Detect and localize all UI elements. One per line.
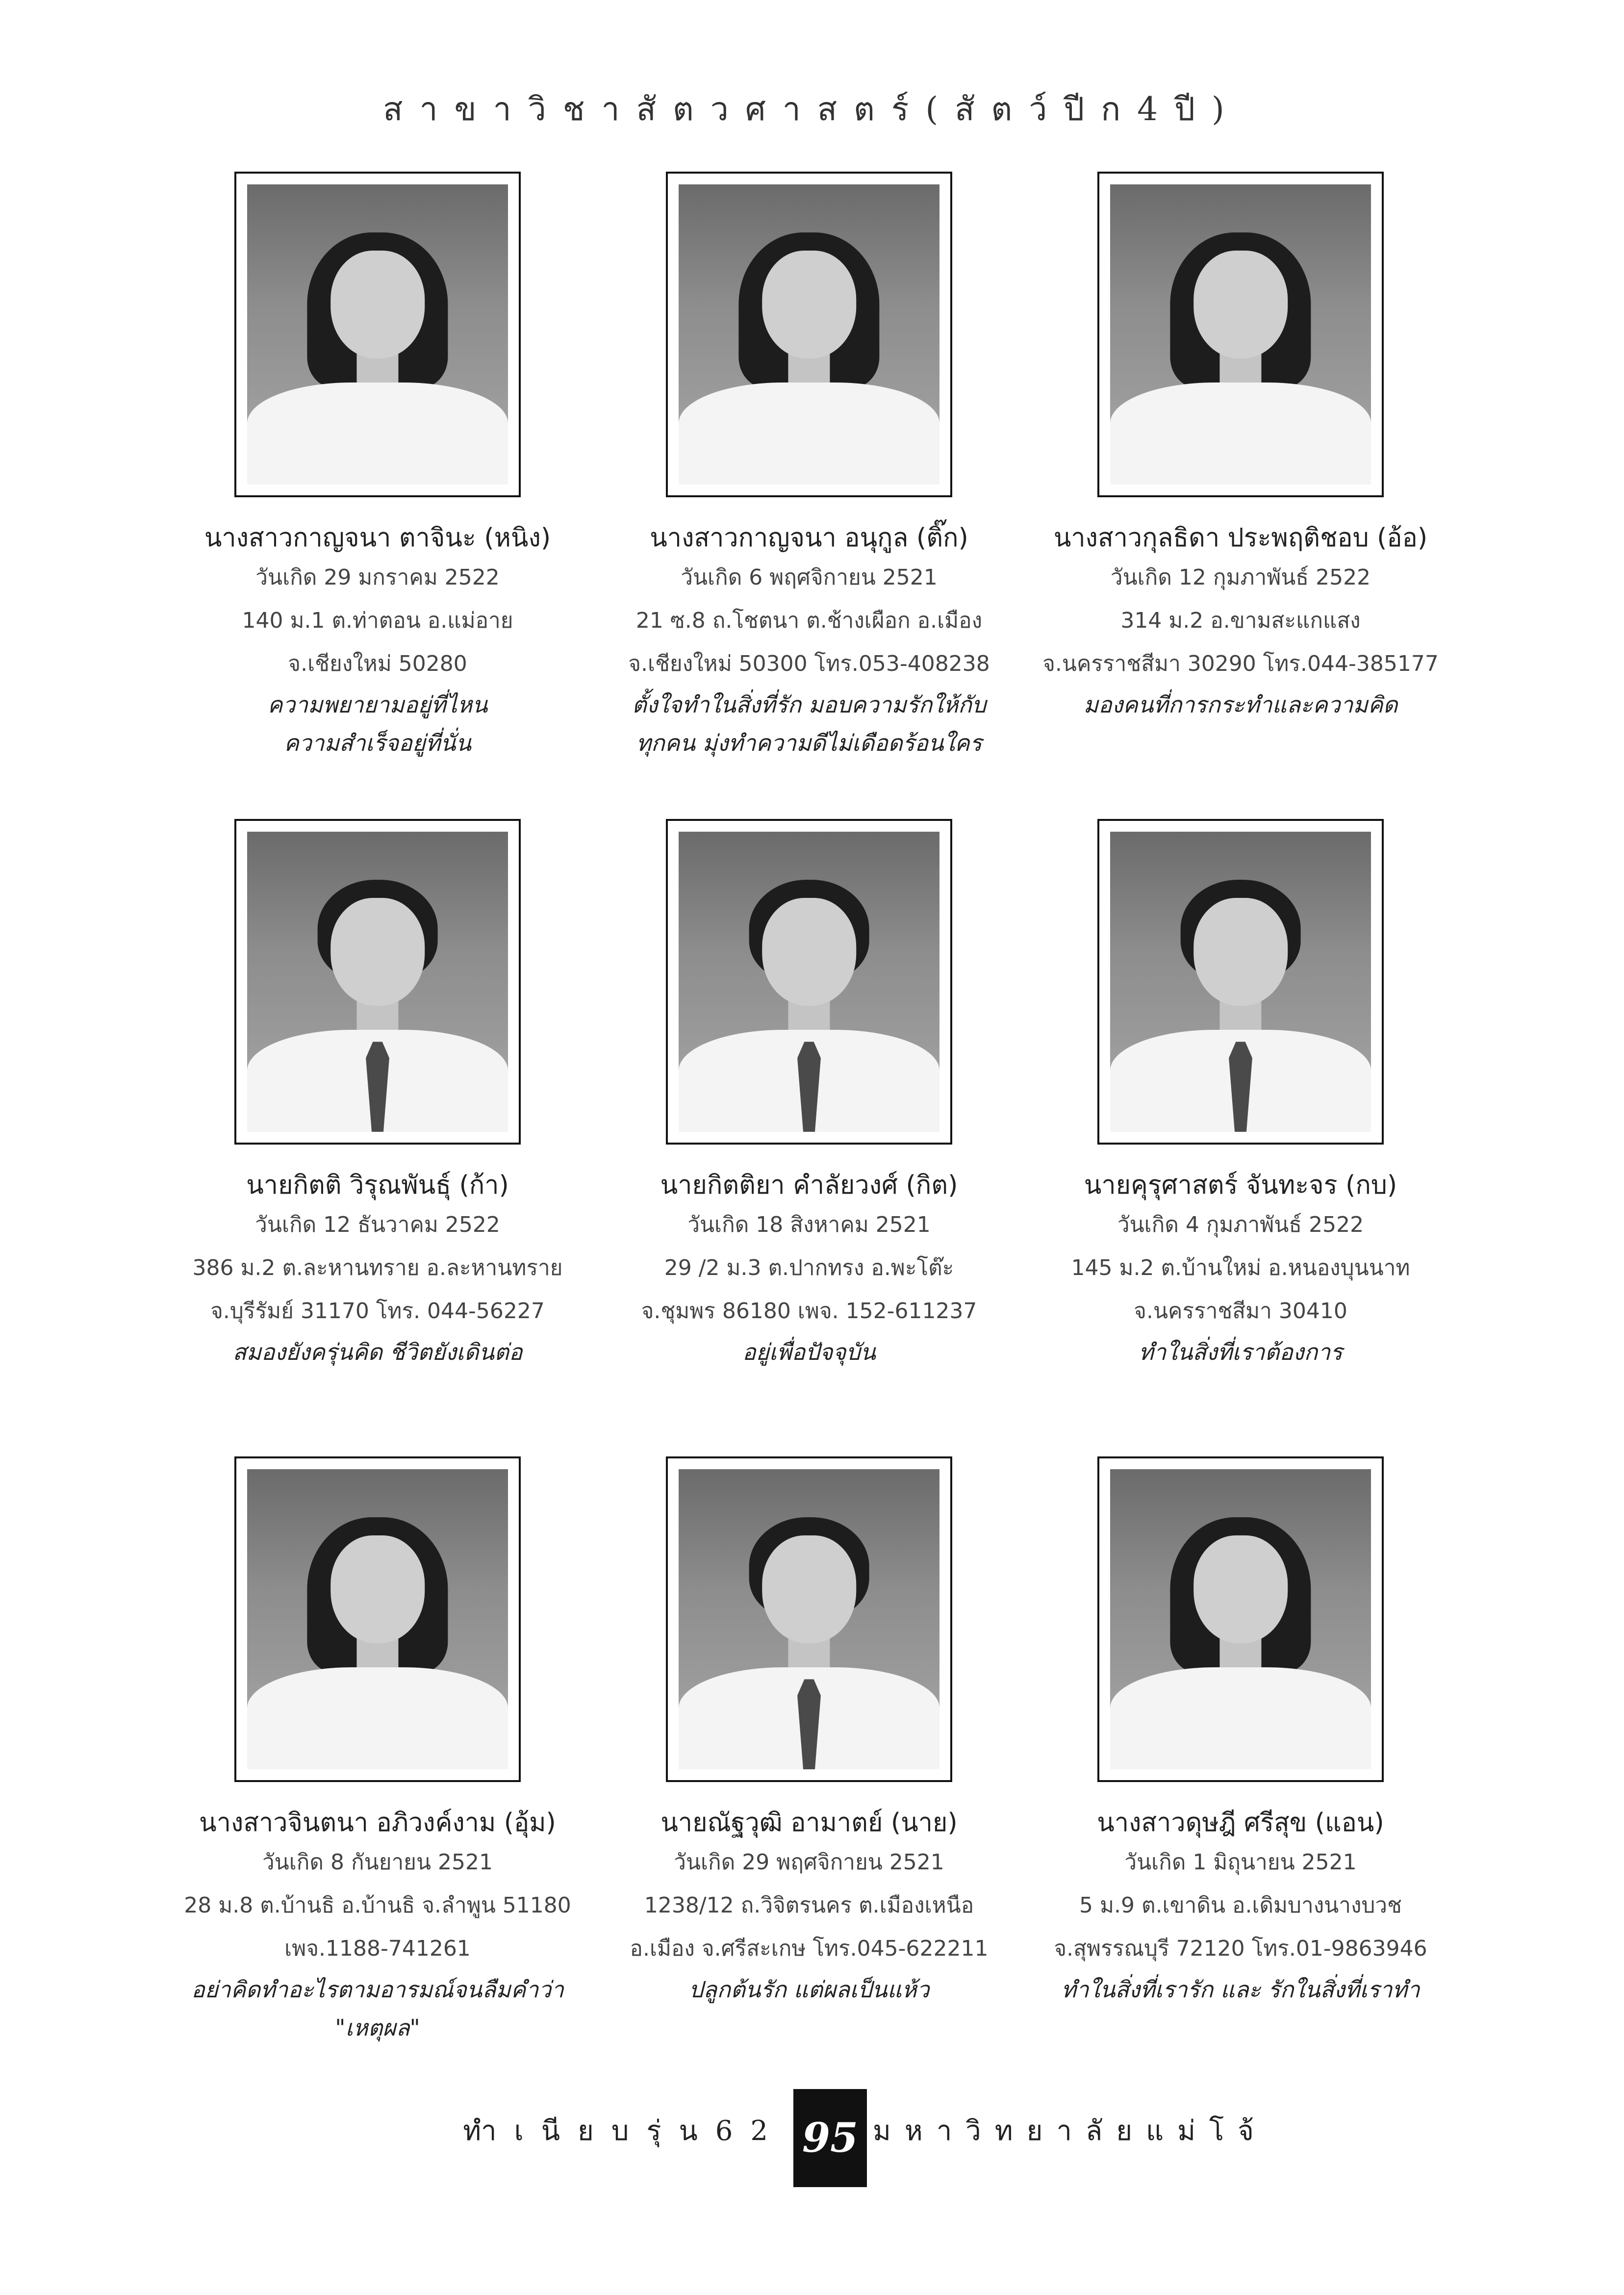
- motto-line: อย่าคิดทำอะไรตามอารมณ์จนลืมคำว่า: [191, 1976, 564, 2003]
- motto-line: อยู่เพื่อปัจจุบัน: [742, 1339, 876, 1365]
- birth-date: วันเกิด 8 กันยายน 2521: [262, 1850, 493, 1875]
- footer-yearbook-title: ทำเนียบรุ่น62: [463, 2115, 786, 2147]
- person-name: นางสาวกุลธิดา ประพฤติชอบ (อ้อ): [1053, 523, 1428, 553]
- address-line: 28 ม.8 ต.บ้านธิ อ.บ้านธิ จ.ลำพูน 51180: [184, 1893, 571, 1918]
- birth-date: วันเกิด 6 พฤศจิกายน 2521: [681, 565, 938, 590]
- person-name: นางสาวกาญจนา ตาจินะ (หนิง): [204, 523, 551, 553]
- address-line: 29 /2 ม.3 ต.ปากทรง อ.พะโต๊ะ: [664, 1255, 954, 1280]
- portrait-photo: [1097, 172, 1384, 497]
- person-name: นางสาวกาญจนา อนุกูล (ติ๊ก): [650, 523, 968, 553]
- portrait-photo: [666, 172, 952, 497]
- address-line: จ.สุพรรณบุรี 72120 โทร.01-9863946: [1054, 1936, 1427, 1961]
- profile-card: [593, 819, 1025, 1456]
- person-name: นางสาวดุษฎี ศรีสุข (แอน): [1097, 1808, 1384, 1837]
- profile-details: [593, 520, 1025, 762]
- profile-card: [593, 1456, 1025, 2094]
- person-name: นายกิตติ วิรุณพันธุ์ (ก้า): [246, 1171, 509, 1200]
- profile-details: [1025, 520, 1456, 724]
- portrait-photo: [666, 819, 952, 1145]
- motto-line: ทำในสิ่งที่เรารัก และ รักในสิ่งที่เราทำ: [1061, 1976, 1420, 2003]
- birth-date: วันเกิด 12 กุมภาพันธ์ 2522: [1110, 565, 1371, 590]
- portrait-photo: [234, 172, 521, 497]
- motto-line: "เหตุผล": [335, 2014, 420, 2041]
- person-name: นายณัฐวุฒิ อามาตย์ (นาย): [660, 1808, 958, 1837]
- motto-line: มองคนที่การกระทำและความคิด: [1083, 691, 1398, 718]
- profile-details: [1025, 1167, 1456, 1371]
- motto-line: ทุกคน มุ่งทำความดีไม่เดือดร้อนใคร: [636, 730, 982, 756]
- motto-line: สมองยังครุ่นคิด ชีวิตยังเดินต่อ: [232, 1339, 523, 1365]
- birth-date: วันเกิด 29 มกราคม 2522: [255, 565, 500, 590]
- profile-details: [1025, 1805, 1456, 2009]
- birth-date: วันเกิด 12 ธันวาคม 2522: [255, 1212, 500, 1237]
- address-line: เพจ.1188-741261: [284, 1936, 471, 1961]
- motto-line: ตั้งใจทำในสิ่งที่รัก มอบความรักให้กับ: [632, 691, 987, 718]
- address-line: 314 ม.2 อ.ขามสะแกแสง: [1120, 608, 1361, 633]
- portrait-photo: [234, 819, 521, 1145]
- profile-details: [162, 1805, 593, 2047]
- profile-card: [593, 172, 1025, 819]
- profile-card: [162, 819, 593, 1456]
- profile-card: [162, 1456, 593, 2094]
- address-line: 386 ม.2 ต.ละหานทราย อ.ละหานทราย: [192, 1255, 563, 1280]
- motto-line: ความสำเร็จอยู่ที่นั่น: [284, 730, 471, 756]
- address-line: 5 ม.9 ต.เขาดิน อ.เดิมบางนางบวช: [1079, 1893, 1402, 1918]
- address-line: จ.นครราชสีมา 30410: [1134, 1299, 1347, 1324]
- address-line: 140 ม.1 ต.ท่าตอน อ.แม่อาย: [242, 608, 513, 633]
- portrait-photo: [666, 1456, 952, 1782]
- profile-card: [1025, 172, 1456, 819]
- profile-card: [162, 172, 593, 819]
- address-line: จ.ชุมพร 86180 เพจ. 152-611237: [641, 1299, 977, 1324]
- motto-line: ทำในสิ่งที่เราต้องการ: [1139, 1339, 1343, 1365]
- person-name: นายคุรุศาสตร์ จันทะจร (กบ): [1084, 1171, 1397, 1200]
- address-line: 145 ม.2 ต.บ้านใหม่ อ.หนองบุนนาท: [1071, 1255, 1410, 1280]
- motto-line: ความพยายามอยู่ที่ไหน: [267, 691, 488, 718]
- profile-card: [1025, 819, 1456, 1456]
- birth-date: วันเกิด 18 สิงหาคม 2521: [687, 1212, 931, 1237]
- person-name: นางสาวจินตนา อภิวงค์งาม (อุ้ม): [199, 1808, 556, 1837]
- profile-details: [593, 1167, 1025, 1371]
- profile-details: [162, 520, 593, 762]
- address-line: จ.เชียงใหม่ 50300 โทร.053-408238: [628, 651, 990, 676]
- address-line: จ.เชียงใหม่ 50280: [288, 651, 467, 676]
- portrait-photo: [234, 1456, 521, 1782]
- page-number: 95: [793, 2089, 867, 2187]
- profile-details: [593, 1805, 1025, 2009]
- profile-card: [1025, 1456, 1456, 2094]
- profile-details: [162, 1167, 593, 1371]
- address-line: จ.นครราชสีมา 30290 โทร.044-385177: [1042, 651, 1439, 676]
- profile-grid: [162, 172, 1456, 2094]
- address-line: 1238/12 ถ.วิจิตรนคร ต.เมืองเหนือ: [644, 1893, 974, 1918]
- address-line: 21 ซ.8 ถ.โชตนา ต.ช้างเผือก อ.เมือง: [635, 608, 983, 633]
- address-line: อ.เมือง จ.ศรีสะเกษ โทร.045-622211: [630, 1936, 989, 1961]
- portrait-photo: [1097, 819, 1384, 1145]
- portrait-photo: [1097, 1456, 1384, 1782]
- birth-date: วันเกิด 4 กุมภาพันธ์ 2522: [1117, 1212, 1364, 1237]
- birth-date: วันเกิด 1 มิถุนายน 2521: [1124, 1850, 1357, 1875]
- page-title: สาขาวิชาสัตวศาสตร์(สัตว์ปีก4ปี): [383, 90, 1241, 128]
- birth-date: วันเกิด 29 พฤศจิกายน 2521: [674, 1850, 944, 1875]
- footer-university: มหาวิทยาลัยแม่โจ้: [873, 2115, 1268, 2147]
- person-name: นายกิตติยา คำลัยวงศ์ (กิต): [660, 1171, 958, 1200]
- motto-line: ปลูกต้นรัก แต่ผลเป็นแห้ว: [688, 1976, 930, 2003]
- address-line: จ.บุรีรัมย์ 31170 โทร. 044-56227: [210, 1299, 545, 1324]
- page-footer: [0, 2089, 1624, 2187]
